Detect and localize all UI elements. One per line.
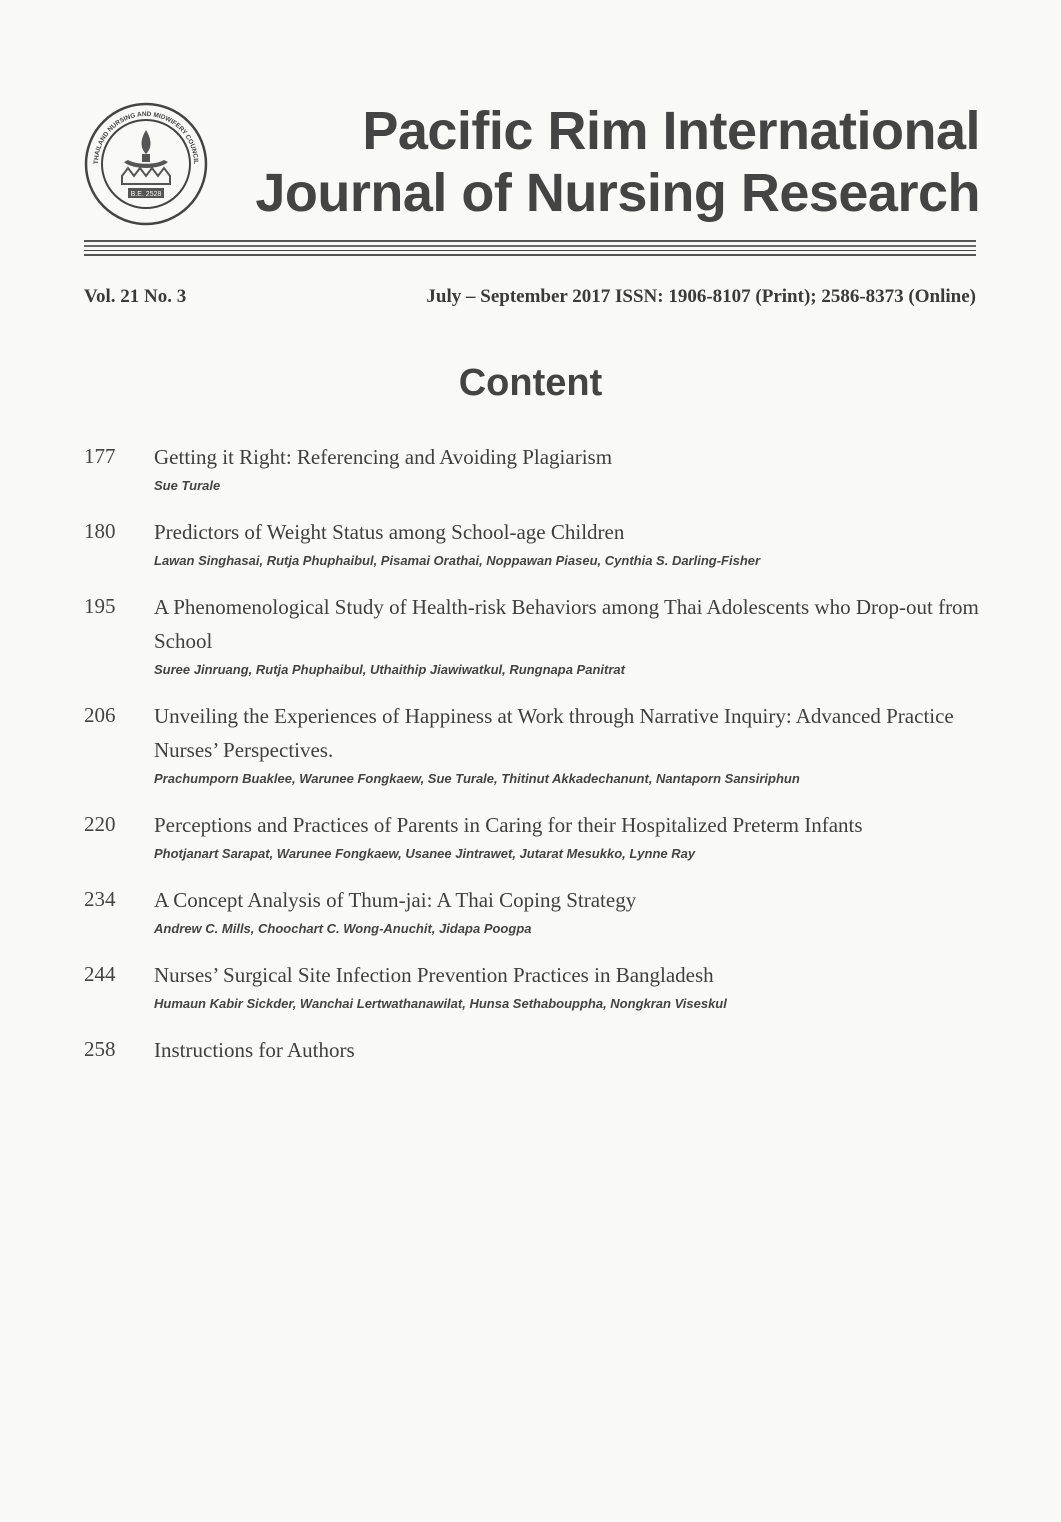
toc-authors: Sue Turale xyxy=(154,478,221,493)
toc-page-number: 177 xyxy=(84,444,116,468)
toc-page-number: 206 xyxy=(84,703,116,727)
toc-article-title: Getting it Right: Referencing and Avoiding Plagiarism xyxy=(154,445,613,469)
journal-title-line-1: Pacific Rim International xyxy=(362,101,980,161)
toc-page-number: 220 xyxy=(84,812,116,836)
toc-article-title: Nurses’ Surgical Site Infection Prevention Practices in Bangladesh xyxy=(154,963,714,987)
toc-page-number: 244 xyxy=(84,962,116,986)
issue-dates-issn: July – September 2017 ISSN: 1906-8107 (Print); 2586-8373 (Online) xyxy=(426,286,976,307)
council-seal-logo xyxy=(84,102,208,226)
toc-article-title: A Phenomenological Study of Health-risk Behaviors among Thai Adolescents who Drop-out from School xyxy=(154,595,979,653)
toc-authors: Suree Jinruang, Rutja Phuphaibul, Uthaithip Jiawiwatkul, Rungnapa Panitrat xyxy=(154,662,625,677)
toc-entry xyxy=(84,883,984,936)
toc-entry xyxy=(84,808,984,861)
toc-authors: Andrew C. Mills, Choochart C. Wong-Anuchit, Jidapa Poogpa xyxy=(154,921,532,936)
toc-authors: Lawan Singhasai, Rutja Phuphaibul, Pisamai Orathai, Noppawan Piaseu, Cynthia S. Darling-Fisher xyxy=(154,553,761,568)
content-heading: Content xyxy=(458,362,603,404)
toc-authors: Photjanart Sarapat, Warunee Fongkaew, Usanee Jintrawet, Jutarat Mesukko, Lynne Ray xyxy=(154,846,696,861)
toc-entry xyxy=(84,699,984,786)
toc-entry xyxy=(84,590,984,677)
toc-article-title: Instructions for Authors xyxy=(154,1038,355,1062)
toc-entry xyxy=(84,958,984,1011)
svg-text:B.E. 2528: B.E. 2528 xyxy=(130,191,162,198)
toc-entry xyxy=(84,1033,984,1067)
toc-article-title: Perceptions and Practices of Parents in Caring for their Hospitalized Preterm Infants xyxy=(154,813,863,837)
volume-number: Vol. 21 No. 3 xyxy=(84,286,187,307)
toc-page-number: 234 xyxy=(84,887,116,911)
toc-entry xyxy=(84,440,984,493)
toc-authors: Humaun Kabir Sickder, Wanchai Lertwathanawilat, Hunsa Sethabouppha, Nongkran Viseskul xyxy=(154,996,727,1011)
toc-entry xyxy=(84,515,984,568)
journal-masthead xyxy=(250,100,980,224)
toc-page-number: 195 xyxy=(84,594,116,618)
toc-page-number: 258 xyxy=(84,1037,116,1061)
journal-title-line-2: Journal of Nursing Research xyxy=(255,163,980,223)
header-rules xyxy=(84,240,976,256)
toc-page-number: 180 xyxy=(84,519,116,543)
table-of-contents xyxy=(84,440,984,1067)
toc-article-title: A Concept Analysis of Thum-jai: A Thai Coping Strategy xyxy=(154,888,637,912)
toc-article-title: Unveiling the Experiences of Happiness at Work through Narrative Inquiry: Advanced Practice Nurses’ Perspectives. xyxy=(154,704,954,762)
toc-authors: Prachumporn Buaklee, Warunee Fongkaew, Sue Turale, Thitinut Akkadechanunt, Nantaporn Sansiriphun xyxy=(154,771,800,786)
svg-text:THAILAND NURSING AND MIDWIFERY: THAILAND NURSING AND MIDWIFERY COUNCIL xyxy=(92,110,200,165)
toc-article-title: Predictors of Weight Status among School-age Children xyxy=(154,520,625,544)
